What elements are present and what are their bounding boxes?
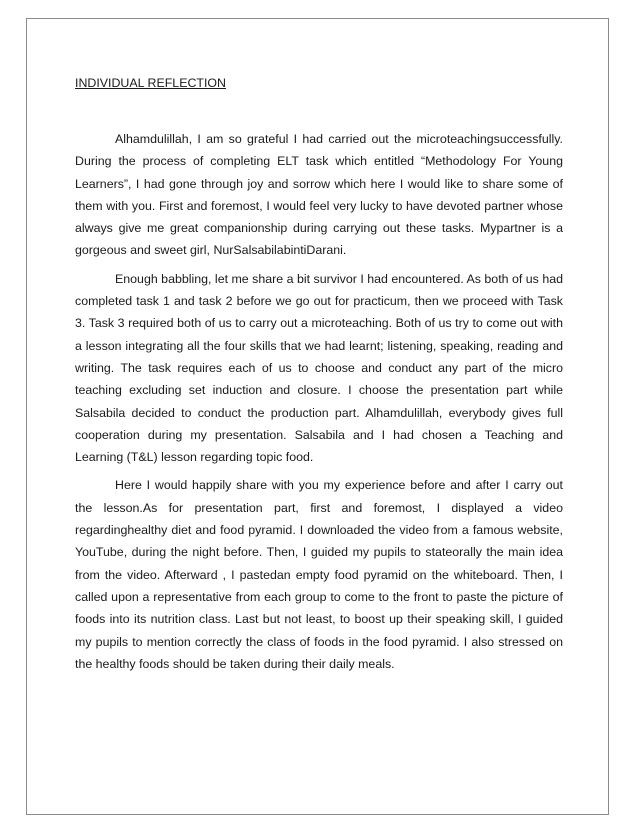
paragraph-3: Here I would happily share with you my experience before and after I carry out the lesson.As for presentation part, first and foremost, I displayed a video regardinghealthy diet and food pyramid. I downloaded the video from a famous website, YouTube, during the night before. Then, I guided my pupils to stateorally the main idea from the video. Afterward , I pastedan empty food pyramid on the whiteboard. Then, I called upon a representative from each group to come to the front to paste the picture of foods into its nutrition class. Last but not least, to boost up their speaking skill, I guided my pupils to mention correctly the class of foods in the food pyramid. I also stressed on the healthy foods should be taken during their daily meals. (75, 478, 563, 671)
paragraph-2: Enough babbling, let me share a bit survivor I had encountered. As both of us had completed task 1 and task 2 before we go out for practicum, then we proceed with Task 3. Task 3 required both of us to carry out a microteaching. Both of us try to come out with a lesson integrating all the four skills that we had learnt; listening, speaking, reading and writing. The task requires each of us to choose and conduct any part of the micro teaching excluding set induction and closure. I choose the presentation part while Salsabila decided to conduct the production part. Alhamdulillah, everybody gives full cooperation during my presentation. Salsabila and I had chosen a Teaching and Learning (T&L) lesson regarding topic food. (75, 271, 563, 465)
paragraph-1: Alhamdulillah, I am so grateful I had carried out the microteachingsuccessfully. During the process of completing ELT task which entitled “Methodology For Young Learners”, I had gone through joy and sorrow which here I would like to share some of them with you. First and foremost, I would feel very lucky to have devoted partner whose always give me great companionship during carrying out these tasks. Mypartner is a gorgeous and sweet girl, NurSalsabilabintiDarani. (75, 132, 563, 258)
document-body (75, 70, 563, 681)
document-title: INDIVIDUAL REFLECTION (75, 76, 227, 90)
